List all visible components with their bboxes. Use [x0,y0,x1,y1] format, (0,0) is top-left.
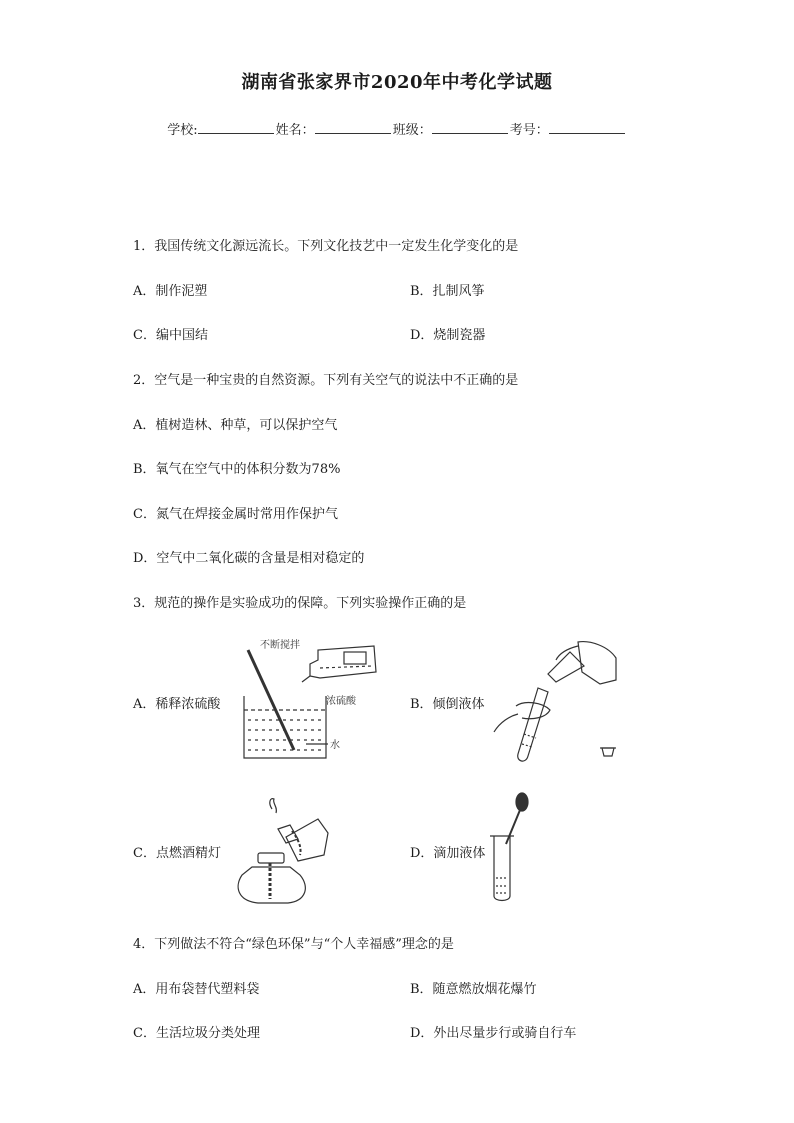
class-blank[interactable] [432,121,508,134]
label-water: 水 [330,740,340,751]
name-blank[interactable] [315,121,391,134]
q1-option-d[interactable]: D．烧制瓷器 [410,328,486,343]
q3-option-a[interactable]: A．稀释浓硫酸 [133,697,221,712]
q3-option-d[interactable]: D．滴加液体 [410,846,486,861]
label-stir: 不断搅拌 [260,640,300,651]
q2-option-a[interactable]: A．植树造林、种草，可以保护空气 [133,418,338,433]
label-acid: 浓硫酸 [326,696,356,707]
question-2-stem: 2．空气是一种宝贵的自然资源。下列有关空气的说法中不正确的是 [133,373,519,388]
figure-dilute-acid [236,638,386,763]
school-blank[interactable] [198,121,274,134]
q3-option-c[interactable]: C．点燃酒精灯 [133,846,221,861]
question-4-stem: 4．下列做法不符合“绿色环保”与“个人幸福感”理念的是 [133,937,454,952]
school-label: 学校: [167,123,198,138]
name-label: 姓名： [275,123,315,138]
q2-option-b[interactable]: B．氧气在空气中的体积分数为78% [133,462,341,477]
q4-option-c[interactable]: C．生活垃圾分类处理 [133,1026,260,1041]
class-label: 班级： [392,123,432,138]
q4-option-d[interactable]: D．外出尽量步行或骑自行车 [410,1026,577,1041]
q2-option-d[interactable]: D．空气中二氧化碳的含量是相对稳定的 [133,551,365,566]
q1-option-b[interactable]: B．扎制风筝 [410,284,485,299]
figure-drop-liquid [480,792,550,904]
q3-option-b[interactable]: B．倾倒液体 [410,697,485,712]
q4-option-a[interactable]: A．用布袋替代塑料袋 [133,982,260,997]
question-1-stem: 1．我国传统文化源远流长。下列文化技艺中一定发生化学变化的是 [133,239,519,254]
q2-option-c[interactable]: C．氮气在焊接金属时常用作保护气 [133,507,338,522]
question-3-stem: 3．规范的操作是实验成功的保障。下列实验操作正确的是 [133,596,467,611]
figure-light-lamp [228,795,338,907]
figure-pour-liquid [490,636,620,766]
q1-option-a[interactable]: A．制作泥塑 [133,284,208,299]
exam-no-blank[interactable] [549,121,625,134]
student-info-line [0,119,794,138]
page-title: 湖南省张家界市2020年中考化学试题 [241,72,553,93]
q1-option-c[interactable]: C．编中国结 [133,328,208,343]
exam-no-label: 考号： [509,123,549,138]
q4-option-b[interactable]: B．随意燃放烟花爆竹 [410,982,537,997]
